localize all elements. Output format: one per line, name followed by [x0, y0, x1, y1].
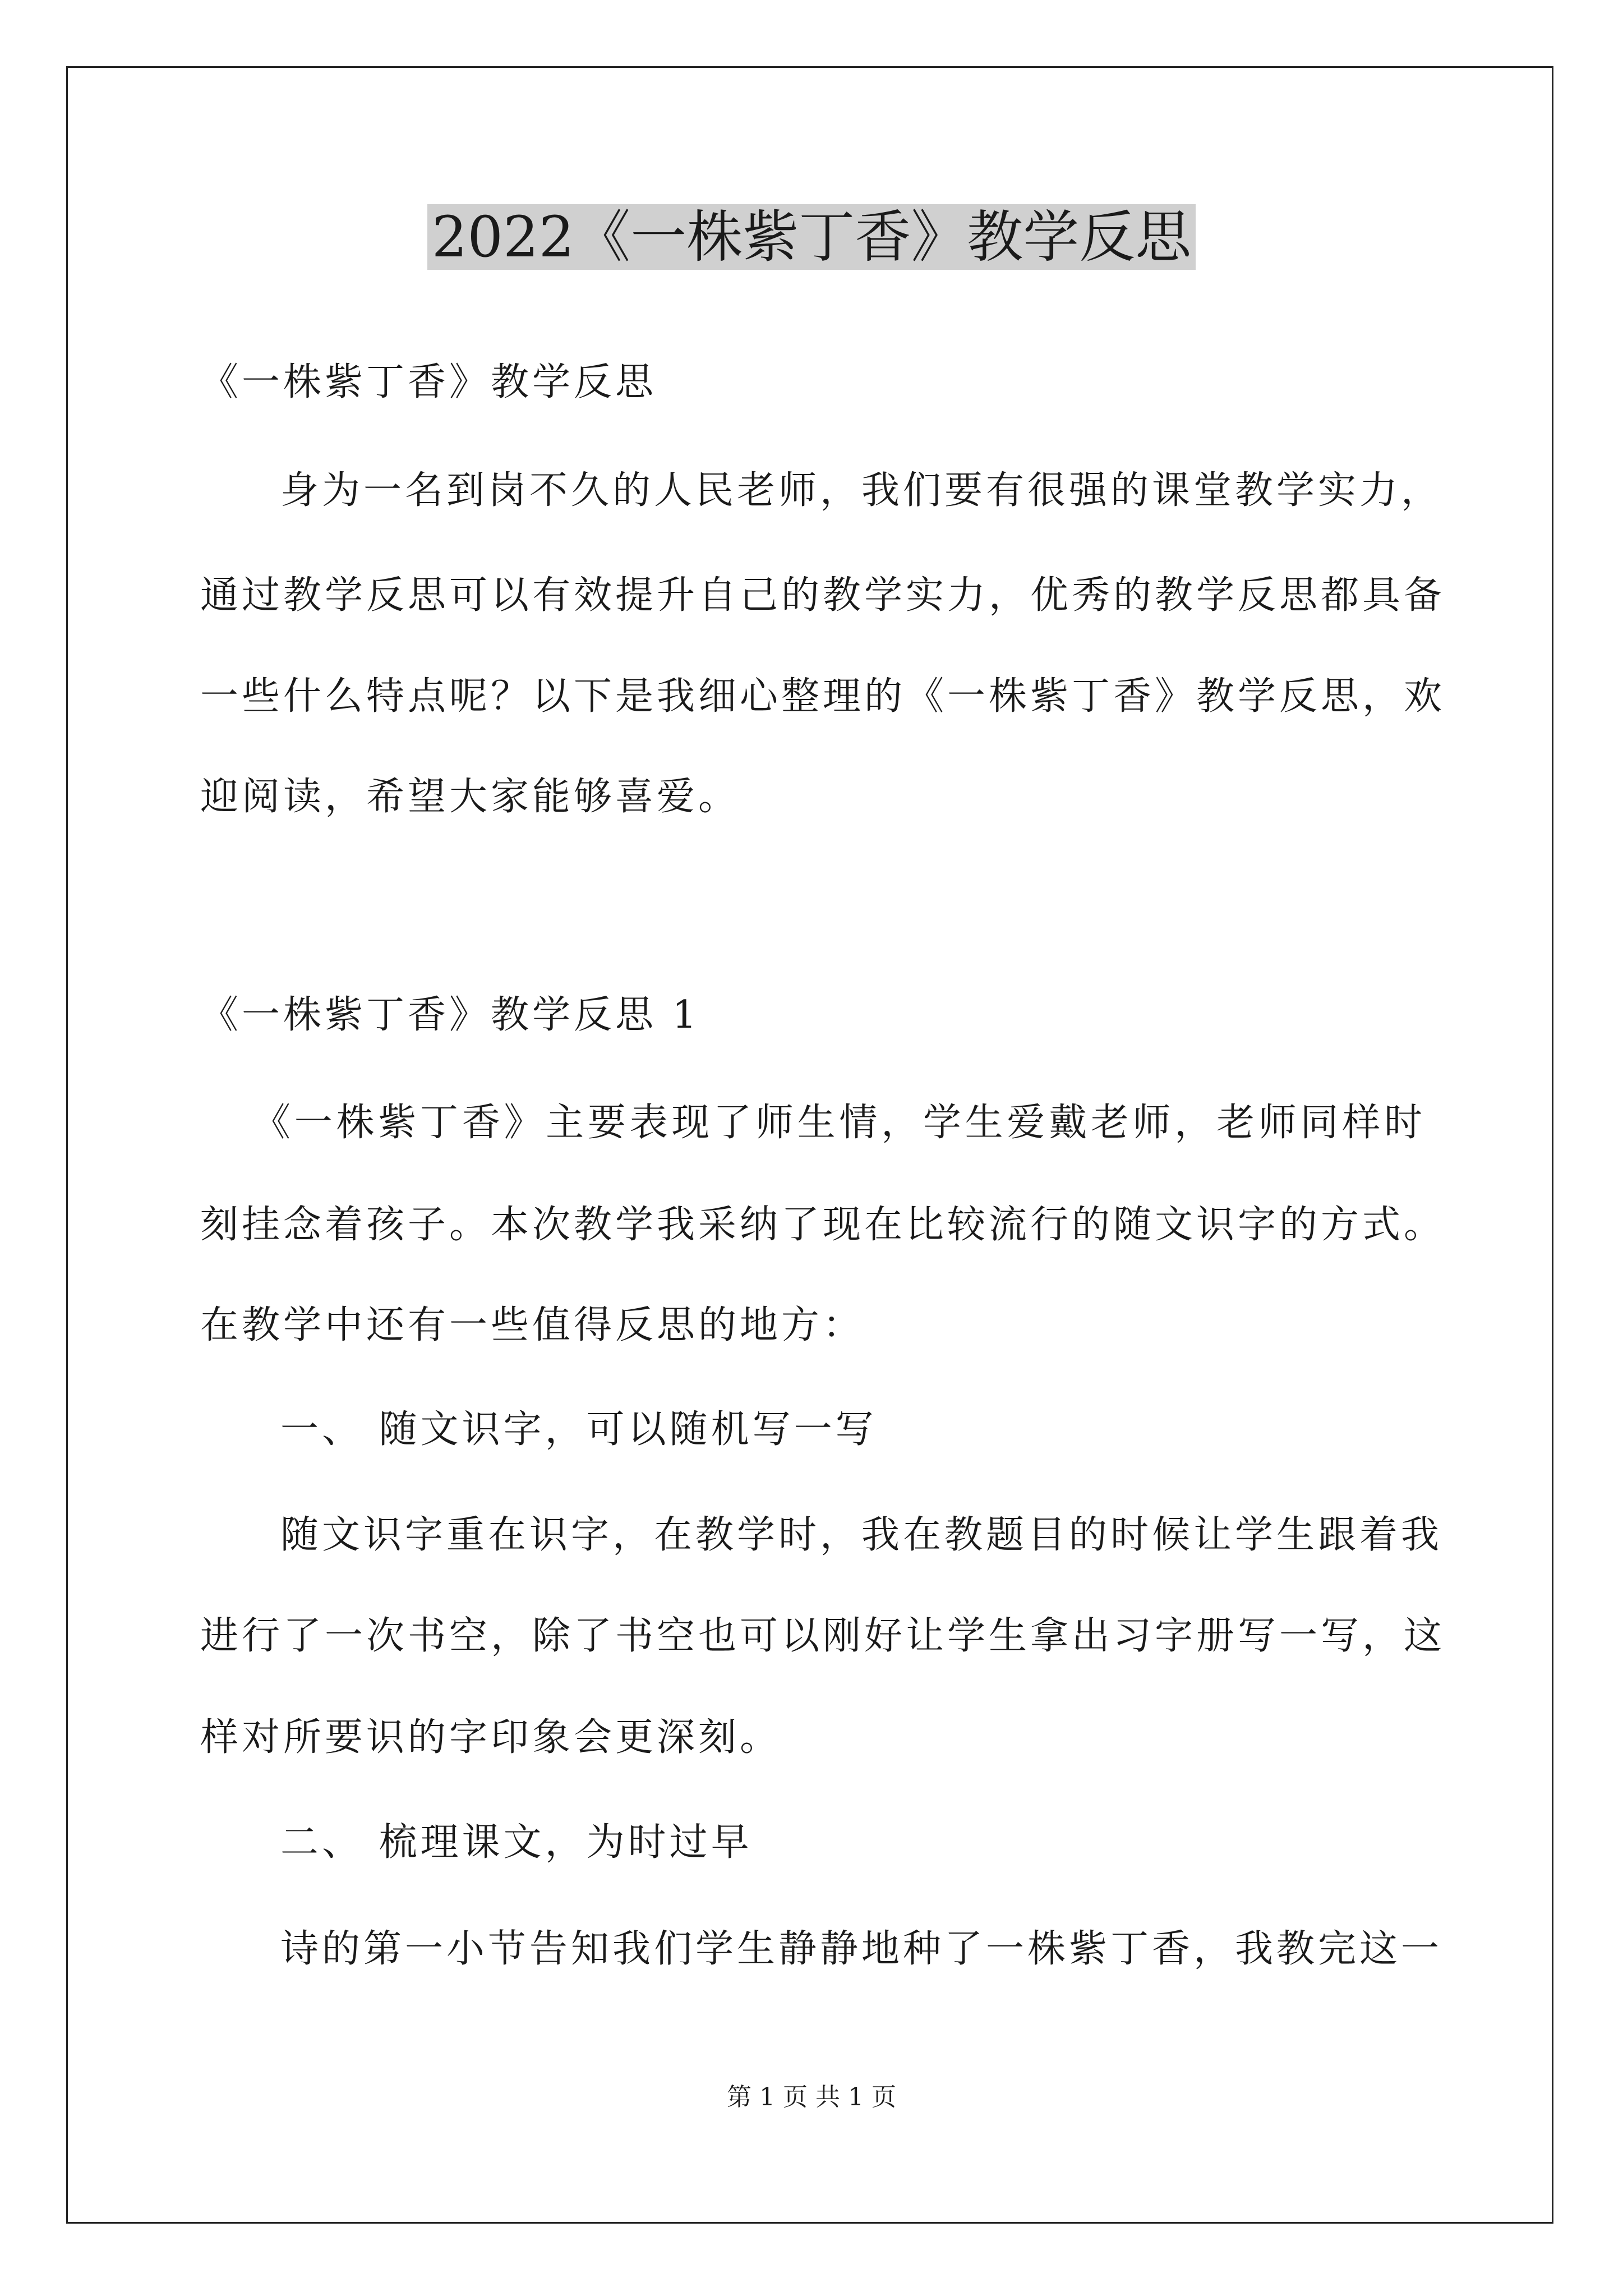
paragraph-line: 《一株紫丁香》主要表现了师生情，学生爱戴老师，老师同样时	[252, 1101, 1426, 1145]
title-text: 2022《一株紫丁香》教学反思	[427, 204, 1196, 270]
paragraph-line: 一些什么特点呢？以下是我细心整理的《一株紫丁香》教学反思，欢	[200, 674, 1446, 719]
document-title	[0, 201, 1623, 274]
paragraph-line: 进行了一次书空，除了书空也可以刚好让学生拿出习字册写一写，这	[200, 1614, 1446, 1658]
paragraph-line: 迎阅读，希望大家能够喜爱。	[200, 775, 740, 819]
point-heading: 一、 随文识字，可以随机写一写	[280, 1407, 877, 1452]
paragraph-line: 随文识字重在识字，在教学时，我在教题目的时候让学生跟着我	[280, 1513, 1443, 1557]
point-heading: 二、 梳理课文，为时过早	[280, 1820, 753, 1865]
subtitle: 《一株紫丁香》教学反思	[200, 360, 657, 404]
paragraph-line: 样对所要识的字印象会更深刻。	[200, 1715, 782, 1760]
page-footer: 第 1 页 共 1 页	[727, 2083, 896, 2111]
paragraph-line: 在教学中还有一些值得反思的地方：	[200, 1303, 865, 1347]
section-heading: 《一株紫丁香》教学反思 1	[200, 993, 700, 1037]
paragraph-line: 诗的第一小节告知我们学生静静地种了一株紫丁香，我教完这一	[280, 1927, 1443, 1971]
paragraph-line: 身为一名到岗不久的人民老师，我们要有很强的课堂教学实力，	[280, 468, 1443, 513]
paragraph-line: 刻挂念着孩子。本次教学我采纳了现在比较流行的随文识字的方式。	[200, 1203, 1446, 1247]
paragraph-line: 通过教学反思可以有效提升自己的教学实力，优秀的教学反思都具备	[200, 573, 1446, 618]
